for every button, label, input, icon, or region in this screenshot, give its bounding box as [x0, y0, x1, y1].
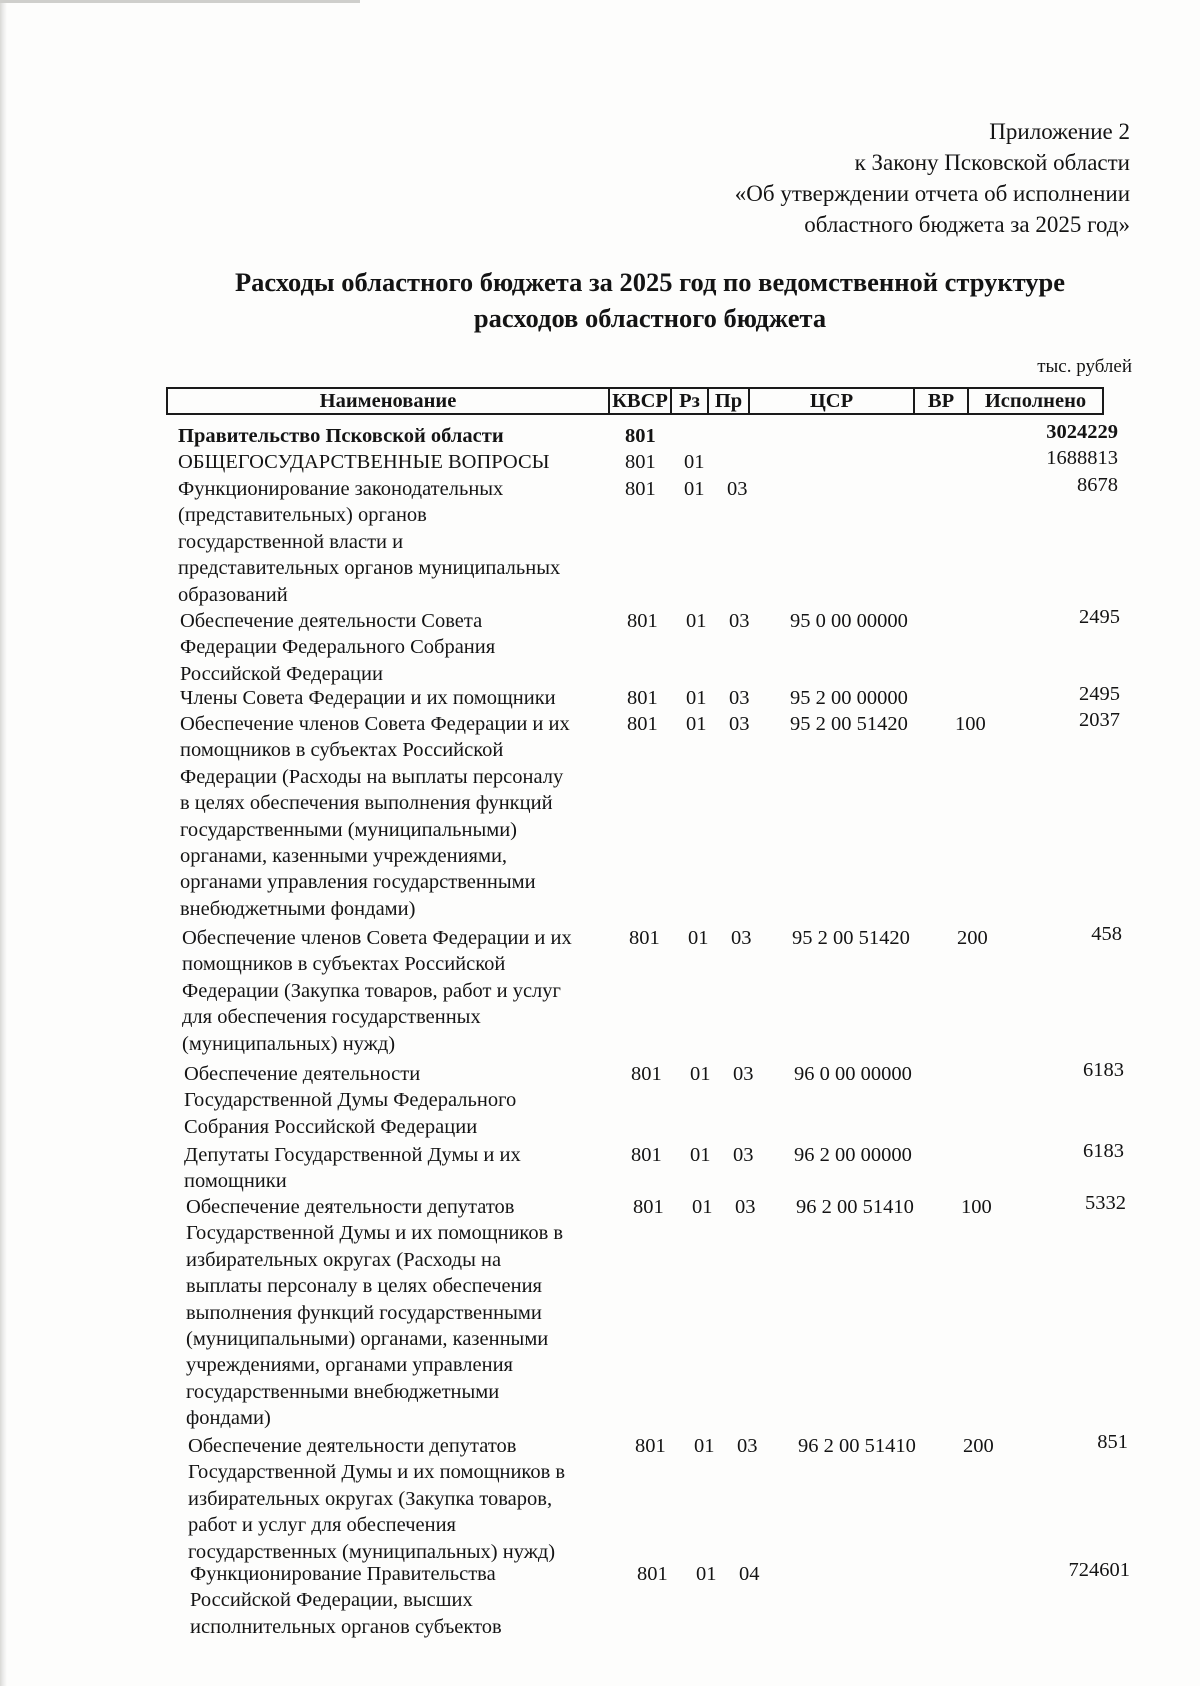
row-name-cell: Обеспечение деятельности Государственной Думы Федерального Собрания Российской Федерации [184, 1063, 517, 1138]
units-label: тыс. рублей [1037, 356, 1132, 377]
pr-cell: 03 [733, 1144, 754, 1166]
rz-cell: 01 [692, 1196, 713, 1218]
pr-cell: 03 [733, 1063, 754, 1085]
csr-cell: 95 2 00 51420 [790, 713, 908, 735]
kvsr-cell: 801 [631, 1144, 662, 1166]
csr-cell: 96 2 00 51410 [796, 1196, 914, 1218]
csr-cell: 96 2 00 51410 [798, 1435, 916, 1457]
total-cell: 2495 [1079, 683, 1120, 705]
pr-cell: 03 [727, 478, 748, 500]
total-cell: 8678 [1077, 474, 1118, 496]
row-name-cell: Обеспечение членов Совета Федерации и их помощников в субъектах Российской Федерации (Расходы на выплаты персоналу в целях обеспечения выполнения функций государственными (муниципальными) органами, казенными учреждениями, органами управления государственными внебюджетными фондами) [180, 713, 570, 920]
row-name-cell: ОБЩЕГОСУДАРСТВЕННЫЕ ВОПРОСЫ [178, 451, 550, 473]
rz-cell: 01 [690, 1144, 711, 1166]
rz-cell: 01 [684, 478, 705, 500]
header-total: Исполнено [984, 390, 1087, 412]
header-csr: ЦСР [750, 389, 915, 413]
total-cell: 458 [1091, 923, 1122, 945]
total-cell: 1688813 [1046, 447, 1118, 469]
row-name-cell: Обеспечение деятельности Совета Федерации Федерального Собрания Российской Федерации [180, 610, 496, 685]
vr-cell: 100 [955, 713, 986, 735]
rz-cell: 01 [684, 451, 705, 473]
rz-cell: 01 [696, 1563, 717, 1585]
header-kvsr: КВСР [610, 389, 672, 413]
kvsr-cell: 801 [637, 1563, 668, 1585]
header-name: Наименование [168, 389, 610, 413]
kvsr-cell: 801 [629, 927, 660, 949]
appendix-line-1: Приложение 2 [989, 119, 1130, 144]
rz-cell: 01 [694, 1435, 715, 1457]
vr-cell: 200 [957, 927, 988, 949]
csr-cell: 95 2 00 51420 [792, 927, 910, 949]
document-title-line-2: расходов областного бюджета [473, 303, 827, 333]
kvsr-cell: 801 [625, 425, 656, 447]
rz-cell: 01 [686, 687, 707, 709]
csr-cell: 96 0 00 00000 [794, 1063, 912, 1085]
row-name-cell: Обеспечение деятельности депутатов Государственной Думы и их помощников в избирательных округах (Закупка товаров, работ и услуг для обеспечения государственных (муниципальных) нужд) [188, 1435, 566, 1563]
csr-cell: 96 2 00 00000 [794, 1144, 912, 1166]
row-name-cell: Правительство Псковской области [178, 425, 504, 447]
rz-cell: 01 [690, 1063, 711, 1085]
row-name-cell: Члены Совета Федерации и их помощники [180, 687, 556, 709]
kvsr-cell: 801 [625, 478, 656, 500]
pr-cell: 03 [737, 1435, 758, 1457]
total-cell: 6183 [1083, 1140, 1124, 1162]
rz-cell: 01 [688, 927, 709, 949]
kvsr-cell: 801 [625, 451, 656, 473]
kvsr-cell: 801 [627, 713, 658, 735]
total-cell: 724601 [1068, 1559, 1130, 1581]
pr-cell: 03 [731, 927, 752, 949]
header-rz: Рз [672, 389, 709, 413]
pr-cell: 03 [729, 713, 750, 735]
total-cell: 5332 [1085, 1192, 1126, 1214]
appendix-line-3: «Об утверждении отчета об исполнении [734, 181, 1130, 206]
appendix-line-4: областного бюджета за 2025 год» [804, 212, 1130, 237]
row-name-cell: Обеспечение деятельности депутатов Государственной Думы и их помощников в избирательных округах (Расходы на выплаты персоналу в целях обеспечения выполнения функций государственными (муниципальными) органами, казенными учреждениями, органами управления государственными внебюджетными фондами) [186, 1196, 564, 1430]
row-name-cell: Функционирование законодательных (представительных) органов государственной власти и представительных органов муниципальных образований [178, 478, 561, 606]
rz-cell: 01 [686, 610, 707, 632]
csr-cell: 95 0 00 00000 [790, 610, 908, 632]
pr-cell: 03 [729, 687, 750, 709]
kvsr-cell: 801 [627, 687, 658, 709]
total-cell: 2495 [1079, 606, 1120, 628]
pr-cell: 03 [735, 1196, 756, 1218]
row-name-cell: Функционирование Правительства Российской Федерации, высших исполнительных органов субъектов [190, 1563, 502, 1638]
vr-cell: 200 [963, 1435, 994, 1457]
vr-cell: 100 [961, 1196, 992, 1218]
total-cell: 2037 [1079, 709, 1120, 731]
kvsr-cell: 801 [635, 1435, 666, 1457]
kvsr-cell: 801 [633, 1196, 664, 1218]
kvsr-cell: 801 [631, 1063, 662, 1085]
header-pr: Пр [709, 389, 750, 413]
pr-cell: 04 [739, 1563, 760, 1585]
row-name-cell: Обеспечение членов Совета Федерации и их помощников в субъектах Российской Федерации (Закупка товаров, работ и услуг для обеспечения государственных (муниципальных) нужд) [182, 927, 572, 1055]
header-vr: ВР [915, 389, 969, 413]
total-cell: 6183 [1083, 1059, 1124, 1081]
appendix-line-2: к Закону Псковской области [854, 150, 1130, 175]
kvsr-cell: 801 [627, 610, 658, 632]
pr-cell: 03 [729, 610, 750, 632]
rz-cell: 01 [686, 713, 707, 735]
document-title-line-1: Расходы областного бюджета за 2025 год по ведомственной структуре [234, 267, 1066, 297]
total-cell: 3024229 [1046, 421, 1118, 443]
row-name-cell: Депутаты Государственной Думы и их помощники [184, 1144, 521, 1193]
total-cell: 851 [1097, 1431, 1128, 1453]
csr-cell: 95 2 00 00000 [790, 687, 908, 709]
